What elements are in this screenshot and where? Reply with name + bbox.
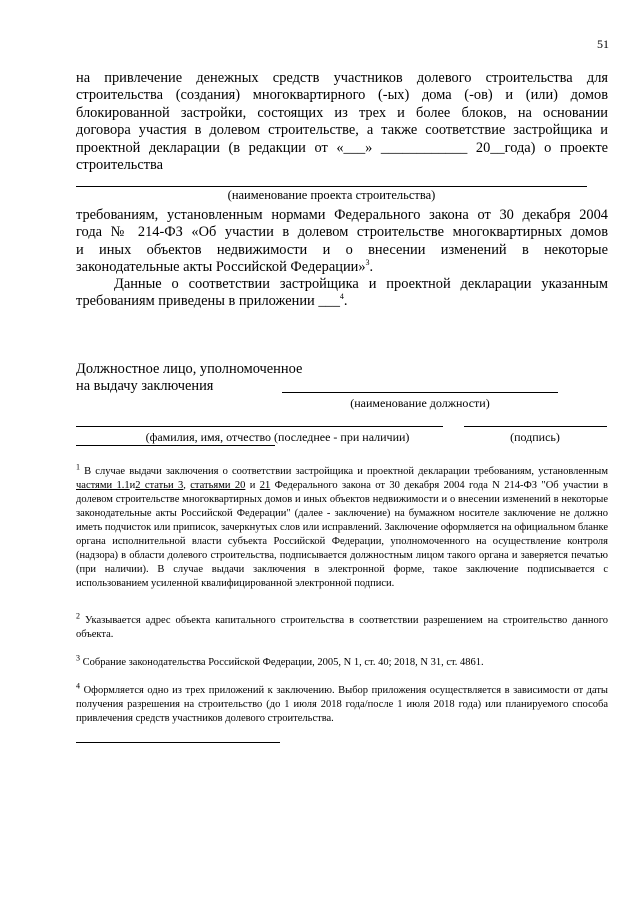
footnote-2 (76, 611, 608, 642)
position-line (282, 392, 558, 393)
intro-line-4: договора участия в долевом строительстве, а также соответствие застройщика и (76, 122, 608, 139)
appendix-line-2 (76, 293, 608, 310)
link-article-21[interactable]: 21 (259, 480, 271, 491)
appendix-paragraph (76, 276, 608, 311)
footnote-mark-3: 3 (76, 653, 80, 663)
official-label (76, 361, 376, 396)
official-line-1: Должностное лицо, уполномоченное (76, 361, 303, 377)
footnote-1-text-start: В случае выдачи заключения о соответствии застройщика и проектной декларации требованиям, установленным (84, 466, 609, 477)
link-article-20[interactable]: статьями 20 (190, 480, 246, 491)
project-name-line (76, 186, 587, 187)
intro-line-3: блокированной застройки, состоящих из трех и более блоков, на основании (76, 104, 608, 121)
footnote-1-and-2: и (245, 480, 260, 491)
footnote-3 (76, 653, 608, 670)
signature-line (464, 426, 607, 427)
footnote-2-text: Указывается адрес объекта капитального строительства в соответствии разрешением на строительство данного объекта. (76, 615, 608, 640)
footnote-separator (76, 742, 280, 743)
requirements-line-1: требованиям, установленным нормами Федерального закона от 30 декабря 2004 (76, 207, 608, 223)
requirements-line-4-text: законодательные акты Российской Федерации» (76, 259, 366, 276)
footnote-1-text-end: Федерального закона от 30 декабря 2004 года N 214-ФЗ "Об участии в долевом строительстве многоквартирных домов и иных объектов недвижимости и о внесении изменений в некоторые законодательные акты Российской Федерации" (далее - заключение) на бумажном носителе заключение не должно иметь подчисток или приписок, зачеркнутых слов или исправлений. Заключение оформляется на официальном бланке органа исполнительной власти субъекта Российской Федерации, уполномоченного на осуществление контроля (надзора) в области долевого строительства, подписывается должностным лицом такого органа и заверяется печатью (при наличии). В случае выдачи заключения в электронной форме, такое заключение подписывается с использованием усиленной квалифицированной электронной подписи. (76, 480, 608, 589)
footnote-mark-4: 4 (76, 681, 80, 691)
official-line-2: на выдачу заключения (76, 378, 214, 395)
footnote-3-text: Собрание законодательства Российской Федерации, 2005, N 1, ст. 40; 2018, N 31, ст. 4861. (82, 657, 484, 668)
requirements-line-3: и иных объектов недвижимости и о внесении изменений в некоторые (76, 241, 608, 258)
footnote-mark-2: 2 (76, 611, 80, 621)
requirements-line-2: года № 214-ФЗ «Об участии в долевом строительстве многоквартирных домов (76, 224, 608, 241)
intro-line-1: на привлечение денежных средств участников долевого строительства для (76, 70, 608, 86)
footnote-1 (76, 462, 609, 591)
footnote-mark-1: 1 (76, 462, 80, 472)
footnote-4 (76, 681, 608, 726)
signature-caption: (подпись) (510, 430, 560, 444)
full-name-line (76, 426, 443, 427)
requirements-line-4-end: . (369, 259, 374, 276)
requirements-line-4 (76, 259, 608, 276)
footnote-1-and-1: и (129, 480, 136, 491)
link-parts-1-1[interactable]: частями 1.1 (76, 480, 130, 491)
name-underline-short (76, 445, 275, 446)
full-name-caption: (фамилия, имя, отчество (последнее - при наличии) (145, 430, 410, 444)
appendix-line-1: Данные о соответствии застройщика и проектной декларации указанным (114, 276, 608, 292)
link-article-3-part-2[interactable]: 2 статьи 3 (135, 480, 184, 491)
project-name-caption: (наименование проекта строительства) (227, 188, 436, 202)
intro-line-5: проектной декларации (в редакции от «___» ____________ 20__года) о проекте (76, 139, 608, 156)
position-caption: (наименование должности) (350, 396, 490, 410)
footnote-ref-3[interactable]: 3 (365, 258, 370, 268)
appendix-line-2-text: требованиям приведены в приложении ___ (76, 293, 340, 310)
footnote-1-comma: , (183, 480, 191, 491)
appendix-line-2-end: . (343, 293, 348, 310)
requirements-paragraph (76, 207, 608, 277)
footnote-ref-4[interactable]: 4 (339, 292, 344, 302)
intro-line-2: строительства (создания) многоквартирного (-ых) дома (-ов) и (или) домов (76, 87, 608, 104)
intro-paragraph (76, 70, 608, 174)
intro-line-6: строительства (76, 157, 164, 174)
footnote-4-text: Оформляется одно из трех приложений к заключению. Выбор приложения осуществляется в зависимости от даты получения разрешения на строительство (до 1 июля 2018 года/после 1 июля 2018 года) или планируемого способа привлечения средств участников долевого строительства. (76, 685, 608, 724)
page-number: 51 (597, 37, 609, 51)
